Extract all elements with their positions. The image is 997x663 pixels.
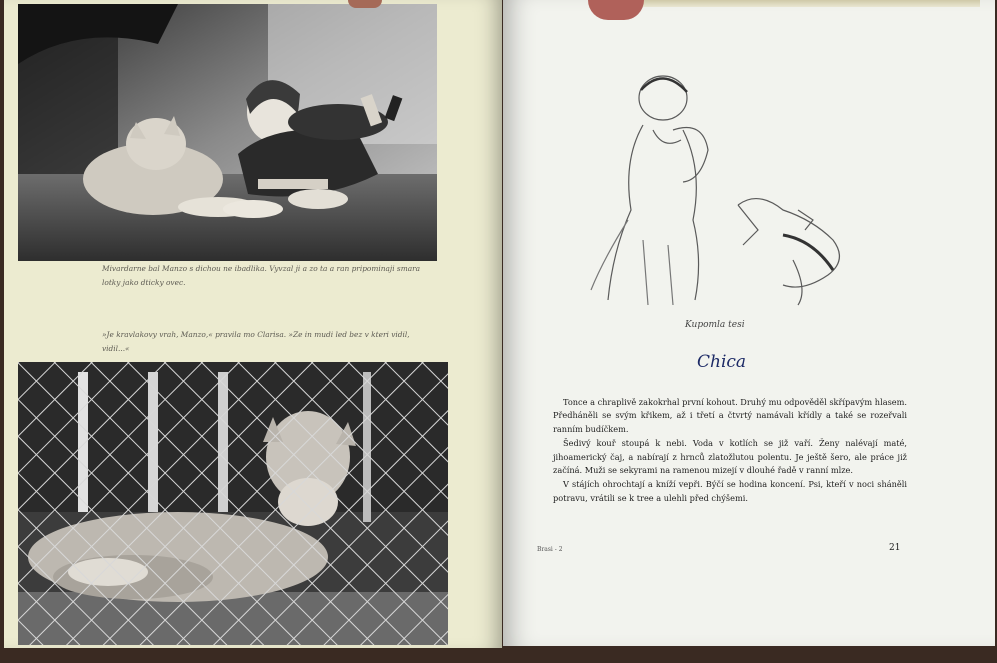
sketch-illustration (583, 70, 873, 310)
page-edge-strip (640, 0, 980, 7)
chapter-body (553, 396, 907, 506)
paragraph: V stájích ohrochtají a kníží vepři. Býčí se hodina koncení. Psi, kteří v noci sháněli potravu, vrátili se k tree a ulehli před chýšemi. (553, 479, 907, 503)
photo-puma-behind-fence-image (18, 362, 448, 645)
page-number: 21 (889, 543, 901, 553)
photo-child-with-animal (18, 4, 437, 261)
left-page (4, 0, 502, 648)
holding-finger-left (348, 0, 382, 8)
paragraph: Šedivý kouř stoupá k nebi. Voda v kotlích se již vaří. Ženy nalévají maté, jihoamerický čaj, a nabírají z hrnců zlatožlutou polentu. Je ještě šero, ale práce již začíná. Muži se sekyrami na ramenou mizejí v dlouhé řadě v ranní mlze. (553, 438, 907, 476)
photo-caption-top: Mivardarne bal Manzo s dichou ne ibadlika. Vyvzal ji a zo ta a ran pripominaji smara lotky jako dticky ovec. (102, 264, 421, 287)
chapter-title: Chica (697, 352, 747, 372)
paragraph: Tonce a chraplivě zakokrhal první kohout. Druhý mu odpověděl skřípavým hlasem. Předháněli se svým křikem, až i třetí a čtvrtý namávali křídly a také se rozeřvali ranním budíčkem. (553, 397, 907, 434)
photo-child-with-animal-image (18, 4, 437, 261)
sketch-girl-and-wolf (583, 70, 873, 310)
right-page (503, 0, 995, 646)
photo-puma-behind-fence (18, 362, 448, 645)
signature-mark: Brasi - 2 (537, 546, 563, 553)
photo-caption-middle: »Je kravlakovy vrah, Manzo,« pravila mo Clarisa. »Ze in mudi led bez v kteri vidil, vidil...« (102, 330, 410, 353)
illustration-caption: Kupomla tesi (685, 320, 745, 330)
